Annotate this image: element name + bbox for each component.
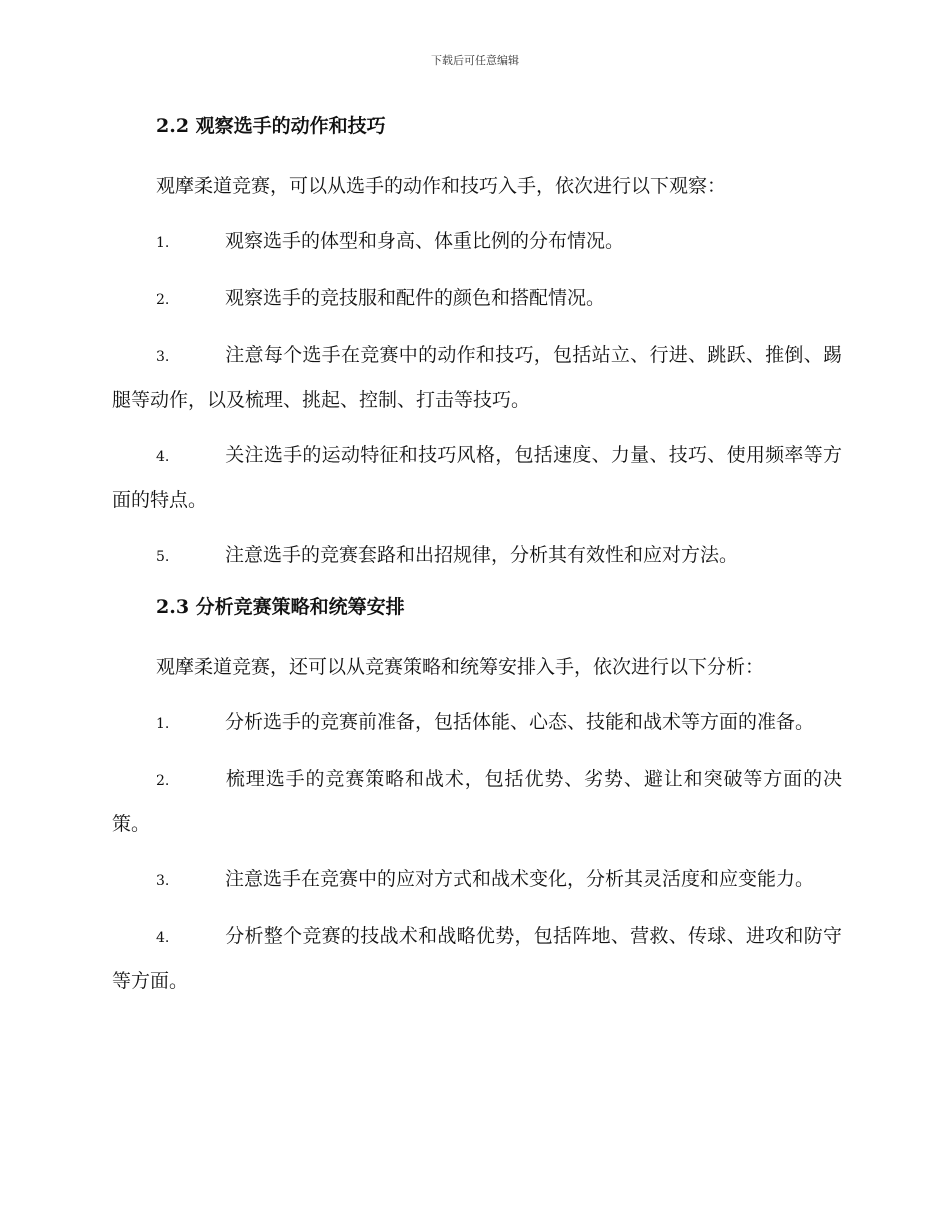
list-item: [112, 701, 842, 746]
list-item: [112, 534, 842, 579]
list-item-number: 4.: [156, 930, 170, 946]
list-item: [112, 758, 842, 846]
list-item-number: 1.: [156, 235, 170, 251]
list-item: [112, 434, 842, 522]
list-item: [112, 915, 842, 1003]
list-item-number: 3.: [156, 349, 170, 365]
list-item-text: 观察选手的竞技服和配件的颜色和搭配情况。: [225, 287, 606, 309]
list-item: [112, 277, 842, 322]
list-item-text: 分析选手的竞赛前准备，包括体能、心态、技能和战术等方面的准备。: [225, 711, 815, 733]
document-body: [112, 110, 842, 1015]
list-item-text: 注意选手在竞赛中的应对方式和战术变化，分析其灵活度和应变能力。: [225, 868, 815, 890]
list-item-text: 梳理选手的竞赛策略和战术，包括优势、劣势、避让和突破等方面的决策。: [112, 768, 842, 835]
list-item-text: 注意选手的竞赛套路和出招规律，分析其有效性和应对方法。: [225, 544, 739, 566]
list-item: [112, 334, 842, 422]
page-header: 下载后可任意编辑: [431, 54, 519, 67]
list-item: [112, 858, 842, 903]
list-item-number: 1.: [156, 716, 170, 732]
list-item: [112, 220, 842, 265]
section-intro: 观摩柔道竞赛，还可以从竞赛策略和统筹安排入手，依次进行以下分析：: [156, 656, 765, 678]
section-heading: 2.2 观察选手的动作和技巧: [156, 115, 386, 137]
list-item-number: 2.: [156, 292, 170, 308]
list-item-number: 2.: [156, 773, 170, 789]
list-item-number: 4.: [156, 449, 170, 465]
section-heading: 2.3 分析竞赛策略和统筹安排: [156, 596, 405, 618]
list-item-text: 观察选手的体型和身高、体重比例的分布情况。: [225, 230, 625, 252]
list-item-text: 注意每个选手在竞赛中的动作和技巧，包括站立、行进、跳跃、推倒、踢腿等动作，以及梳理、挑起、控制、打击等技巧。: [112, 344, 842, 411]
section-intro: 观摩柔道竞赛，可以从选手的动作和技巧入手，依次进行以下观察：: [156, 175, 727, 197]
list-item-text: 分析整个竞赛的技战术和战略优势，包括阵地、营救、传球、进攻和防守等方面。: [112, 925, 842, 992]
list-item-number: 5.: [156, 549, 170, 565]
list-item-number: 3.: [156, 873, 170, 889]
list-item-text: 关注选手的运动特征和技巧风格，包括速度、力量、技巧、使用频率等方面的特点。: [112, 444, 842, 511]
